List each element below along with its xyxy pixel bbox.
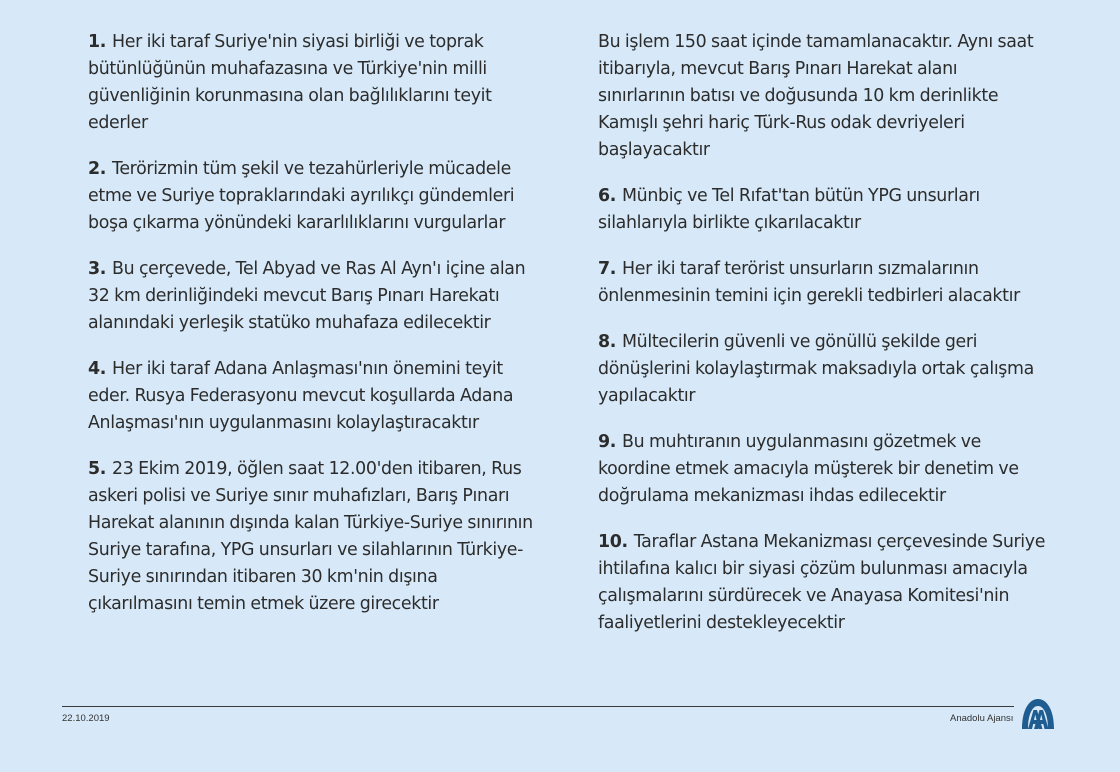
list-item [88,456,538,618]
list-item [598,529,1048,637]
list-item [88,156,538,237]
item-number: 1. [88,32,107,52]
item-number: 9. [598,432,617,452]
list-item [88,29,538,137]
item-text: 23 Ekim 2019, öğlen saat 12.00'den itibaren, Rus askeri polisi ve Suriye sınır muhafızları, Barış Pınarı Harekat alanının dışında kalan Türkiye-Suriye sınırının Suriye tarafına, YPG unsurları ve silahlarının Türkiye-Suriye sınırından itibaren 30 km'nin dışına çıkarılmasını temin etmek üzere girecektir [88,459,533,614]
list-item-continuation [598,29,1048,164]
list-item [598,256,1048,310]
item-number: 10. [598,532,628,552]
item-number: 8. [598,332,617,352]
item-number: 4. [88,359,107,379]
list-item [88,356,538,437]
left-column [88,29,538,637]
list-item [598,429,1048,510]
item-text: Taraflar Astana Mekanizması çerçevesinde Suriye ihtilafına kalıcı bir siyasi çözüm bulunması amacıyla çalışmalarını sürdürecek ve Anayasa Komitesi'nin faaliyetlerini destekleyecektir [598,532,1046,633]
footer-date: 22.10.2019 [62,713,110,724]
item-number: 2. [88,159,107,179]
aa-logo-icon [1019,696,1057,730]
item-number: 7. [598,259,617,279]
item-text: Her iki taraf Suriye'nin siyasi birliği ve toprak bütünlüğünün muhafazasına ve Türkiye'nin milli güvenliğinin korunmasına olan bağlılıklarını teyit ederler [88,32,492,133]
item-text: Her iki taraf terörist unsurların sızmalarının önlenmesinin temini için gerekli tedbirleri alacaktır [598,259,1020,306]
right-column [598,29,1048,656]
list-item [598,183,1048,237]
item-text: Her iki taraf Adana Anlaşması'nın önemini teyit eder. Rusya Federasyonu mevcut koşullarda Adana Anlaşması'nın uygulanmasını kolaylaştıracaktır [88,359,514,433]
footer-agency-name: Anadolu Ajansı [950,713,1014,724]
item-text: Bu muhtıranın uygulanmasını gözetmek ve koordine etmek amacıyla müşterek bir denetim ve doğrulama mekanizması ihdas edilecektir [598,432,1019,506]
item-number: 3. [88,259,107,279]
list-item [598,329,1048,410]
footer-divider [62,706,1014,707]
list-item [88,256,538,337]
item-text: Bu işlem 150 saat içinde tamamlanacaktır. Aynı saat itibarıyla, mevcut Barış Pınarı Harekat alanı sınırlarının batısı ve doğusunda 10 km derinlikte Kamışlı şehri hariç Türk-Rus odak devriyeleri başlayacaktır [598,32,1034,160]
item-number: 6. [598,186,617,206]
item-number: 5. [88,459,107,479]
item-text: Mültecilerin güvenli ve gönüllü şekilde geri dönüşlerini kolaylaştırmak maksadıyla ortak çalışma yapılacaktır [598,332,1034,406]
item-text: Münbiç ve Tel Rıfat'tan bütün YPG unsurları silahlarıyla birlikte çıkarılacaktır [598,186,980,233]
item-text: Bu çerçevede, Tel Abyad ve Ras Al Ayn'ı içine alan 32 km derinliğindeki mevcut Barış Pınarı Harekatı alanındaki yerleşik statüko muhafaza edilecektir [88,259,526,333]
item-text: Terörizmin tüm şekil ve tezahürleriyle mücadele etme ve Suriye topraklarındaki ayrılıkçı gündemleri boşa çıkarma yönündeki kararlılıklarını vurgularlar [88,159,515,233]
